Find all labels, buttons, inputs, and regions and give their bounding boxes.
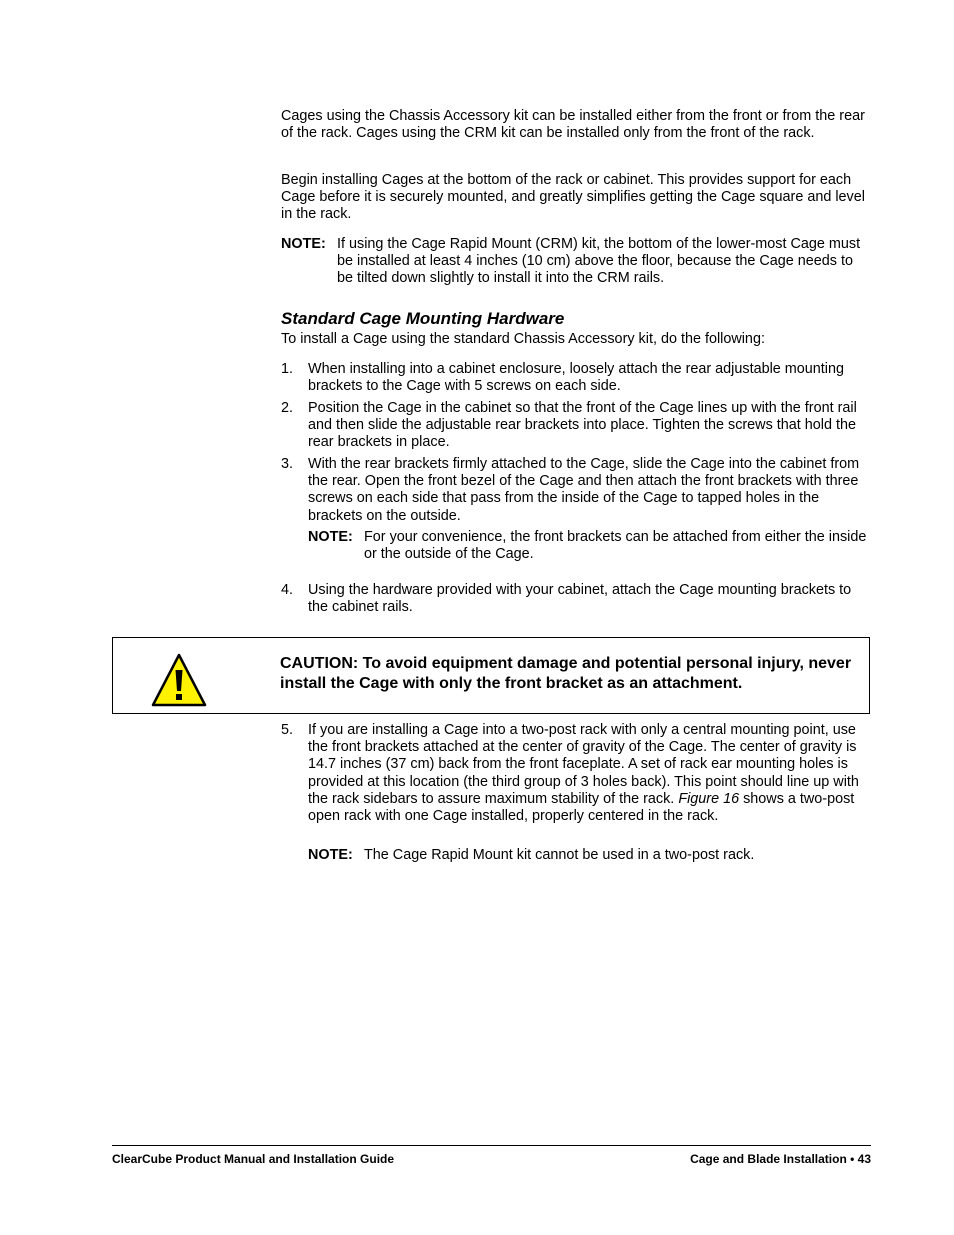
list-item: 1. When installing into a cabinet enclosure, loosely attach the rear adjustable mounting brackets to the Cage with 5 screws on each side. [281,361,844,395]
note-crm-floor [281,236,871,288]
note-label: NOTE: [308,847,353,863]
figure-reference: Figure 16 [678,790,740,807]
paragraph-begin-bottom: Begin installing Cages at the bottom of the rack or cabinet. This provides support for each Cage before it is securely mounted, and greatly simplifies getting the Cage square and level in the rack. [281,172,865,223]
section-intro: To install a Cage using the standard Chassis Accessory kit, do the following: [281,331,765,347]
note-label: NOTE: [308,529,353,545]
caution-box [112,637,870,714]
note-label: NOTE: [281,236,326,252]
note-two-post [308,847,871,864]
note-bracket-convenience [308,529,871,563]
list-item: 4. Using the hardware provided with your cabinet, attach the Cage mounting brackets to the cabinet rails. [281,582,852,616]
list-item: 5. If you are installing a Cage into a two-post rack with only a central mounting point, use the front brackets attached at the center of gravity of the Cage. The center of gravity is 14.7 inches (37 cm) back from the front faceplate. A set of rack ear mounting holes is provided at this location (the third group of 3 holes back). This point should line up with the rack sidebars to assure maximum stability of the rack. Figure 16 shows a two-post open rack with one Cage installed, properly centered in the rack. [281,722,859,825]
paragraph-front-rear: Cages using the Chassis Accessory kit can be installed either from the front or from the rear of the rack. Cages using the CRM kit can be installed only from the front of the rack. [281,108,865,142]
warning-icon [151,653,207,707]
section-heading: Standard Cage Mounting Hardware [281,309,565,328]
footer-page: Cage and Blade Installation • 43 [690,1152,871,1166]
note-text: If using the Cage Rapid Mount (CRM) kit, the bottom of the lower-most Cage must be installed at least 4 inches (10 cm) above the floor, because the Cage needs to be tilted down slightly to install it into the CRM rails. [337,236,861,287]
footer-divider [112,1145,871,1146]
list-item: 2. Position the Cage in the cabinet so that the front of the Cage lines up with the front rail and then slide the adjustable rear brackets into place. Tighten the screws that hold the rear brackets in place. [281,400,857,451]
caution-text: CAUTION: To avoid equipment damage and potential personal injury, never install the Cage with only the front bracket as an attachment. [280,655,852,692]
note-text: The Cage Rapid Mount kit cannot be used in a two-post rack. [364,847,755,863]
note-text: For your convenience, the front brackets can be attached from either the inside or the outside of the Cage. [364,529,867,563]
footer-title: ClearCube Product Manual and Installation Guide [112,1152,395,1166]
list-item: 3. With the rear brackets firmly attached to the Cage, slide the Cage into the cabinet from the rear. Open the front bezel of the Cage and then attach the front brackets with three screws on each side that pass from the inside of the Cage to tapped holes in the brackets on the outside. [281,456,860,524]
